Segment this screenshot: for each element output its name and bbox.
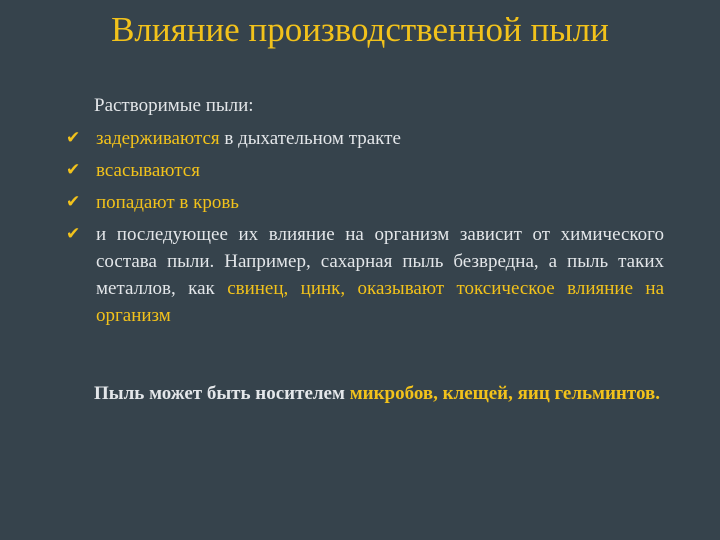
- checkmark-icon: ✔: [66, 128, 81, 148]
- note-highlight: микробов, клещей, яиц гельминтов.: [349, 383, 660, 404]
- paragraph-text: [96, 221, 664, 329]
- bullet-highlight: попадают в кровь: [96, 192, 239, 213]
- note-part1: Пыль может быть носителем: [94, 383, 350, 404]
- slide-content: [66, 92, 664, 334]
- bullet-highlight: задерживаются: [96, 128, 220, 149]
- checkmark-icon: ✔: [66, 192, 81, 212]
- bullet-paragraph: [66, 221, 664, 329]
- checkmark-icon: ✔: [66, 224, 81, 244]
- bullet-item: [66, 189, 664, 216]
- slide-title: Влияние производственной пыли: [111, 10, 609, 49]
- carrier-note: [66, 380, 664, 407]
- paragraph-part1: и последующее их влияние на организм зависит от химического состава пыли. Например, сахарная пыль безвредна, а пыль таких металлов, как: [96, 224, 664, 299]
- bullet-text: [96, 128, 401, 149]
- bullet-item: [66, 157, 664, 184]
- bullet-item: [66, 125, 664, 152]
- checkmark-icon: ✔: [66, 160, 81, 180]
- bullet-highlight: всасываются: [96, 160, 200, 181]
- paragraph-highlight: свинец, цинк, оказывают токсическое влияние на организм: [96, 278, 665, 326]
- bullet-rest: в дыхательном тракте: [219, 128, 401, 149]
- intro-text: Растворимые пыли:: [94, 95, 254, 116]
